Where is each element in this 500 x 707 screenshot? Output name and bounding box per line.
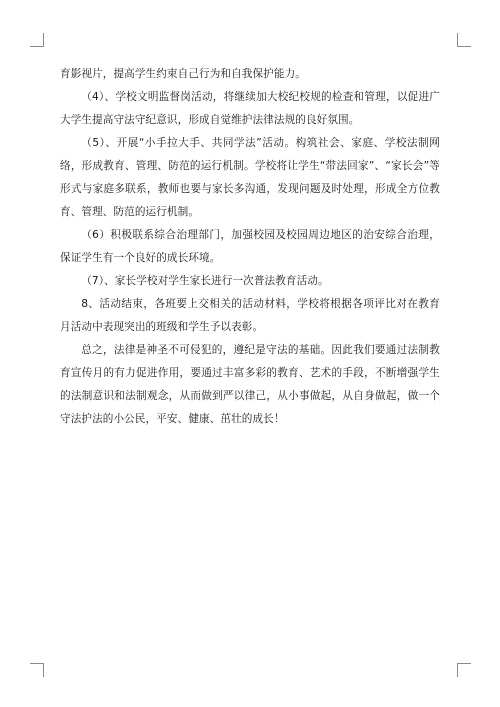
paragraph-item-4: （4）、学校文明监督岗活动，将继续加大校纪校规的检查和管理，以促进广大学生提高守法守纪意识，形成自觉维护法律法规的良好氛围。 <box>60 91 440 126</box>
paragraph-item-6: （6）积极联系综合治理部门，加强校园及校园周边地区的治安综合治理，保证学生有一个良好的成长环境。 <box>60 229 440 264</box>
paragraph-item-5: （5）、开展“小手拉大手、共同学法”活动。构筑社会、家庭、学校法制网络，形成教育、管理、防范的运行机制。学校将让学生“带法回家”、“家长会”等形式与家庭多联系，教师也要与家长多沟通，发现问题及时处理，形成全方位教育、管理、防范的运行机制。 <box>60 137 440 218</box>
paragraph-conclusion: 总之，法律是神圣不可侵犯的，遵纪是守法的基础。因此我们要通过法制教育宣传月的有力促进作用，要通过丰富多彩的教育、艺术的手段，不断增强学生的法制意识和法制观念，从而做到严以律己，从小事做起，从自身做起，做一个守法护法的小公民，平安、健康、茁壮的成长！ <box>60 344 440 425</box>
crop-mark-top-right <box>457 33 471 47</box>
document-body <box>60 63 440 431</box>
crop-mark-bottom-right <box>457 663 471 677</box>
paragraph-item-8: 8、活动结束，各班要上交相关的活动材料，学校将根据各项评比对在教育月活动中表现突出的班级和学生予以表彰。 <box>60 298 440 333</box>
crop-mark-bottom-left <box>30 663 44 677</box>
paragraph-item-7: （7）、家长学校对学生家长进行一次普法教育活动。 <box>81 275 329 287</box>
paragraph-continuation: 育影视片，提高学生约束自己行为和自我保护能力。 <box>60 68 306 80</box>
crop-mark-top-left <box>30 33 44 47</box>
